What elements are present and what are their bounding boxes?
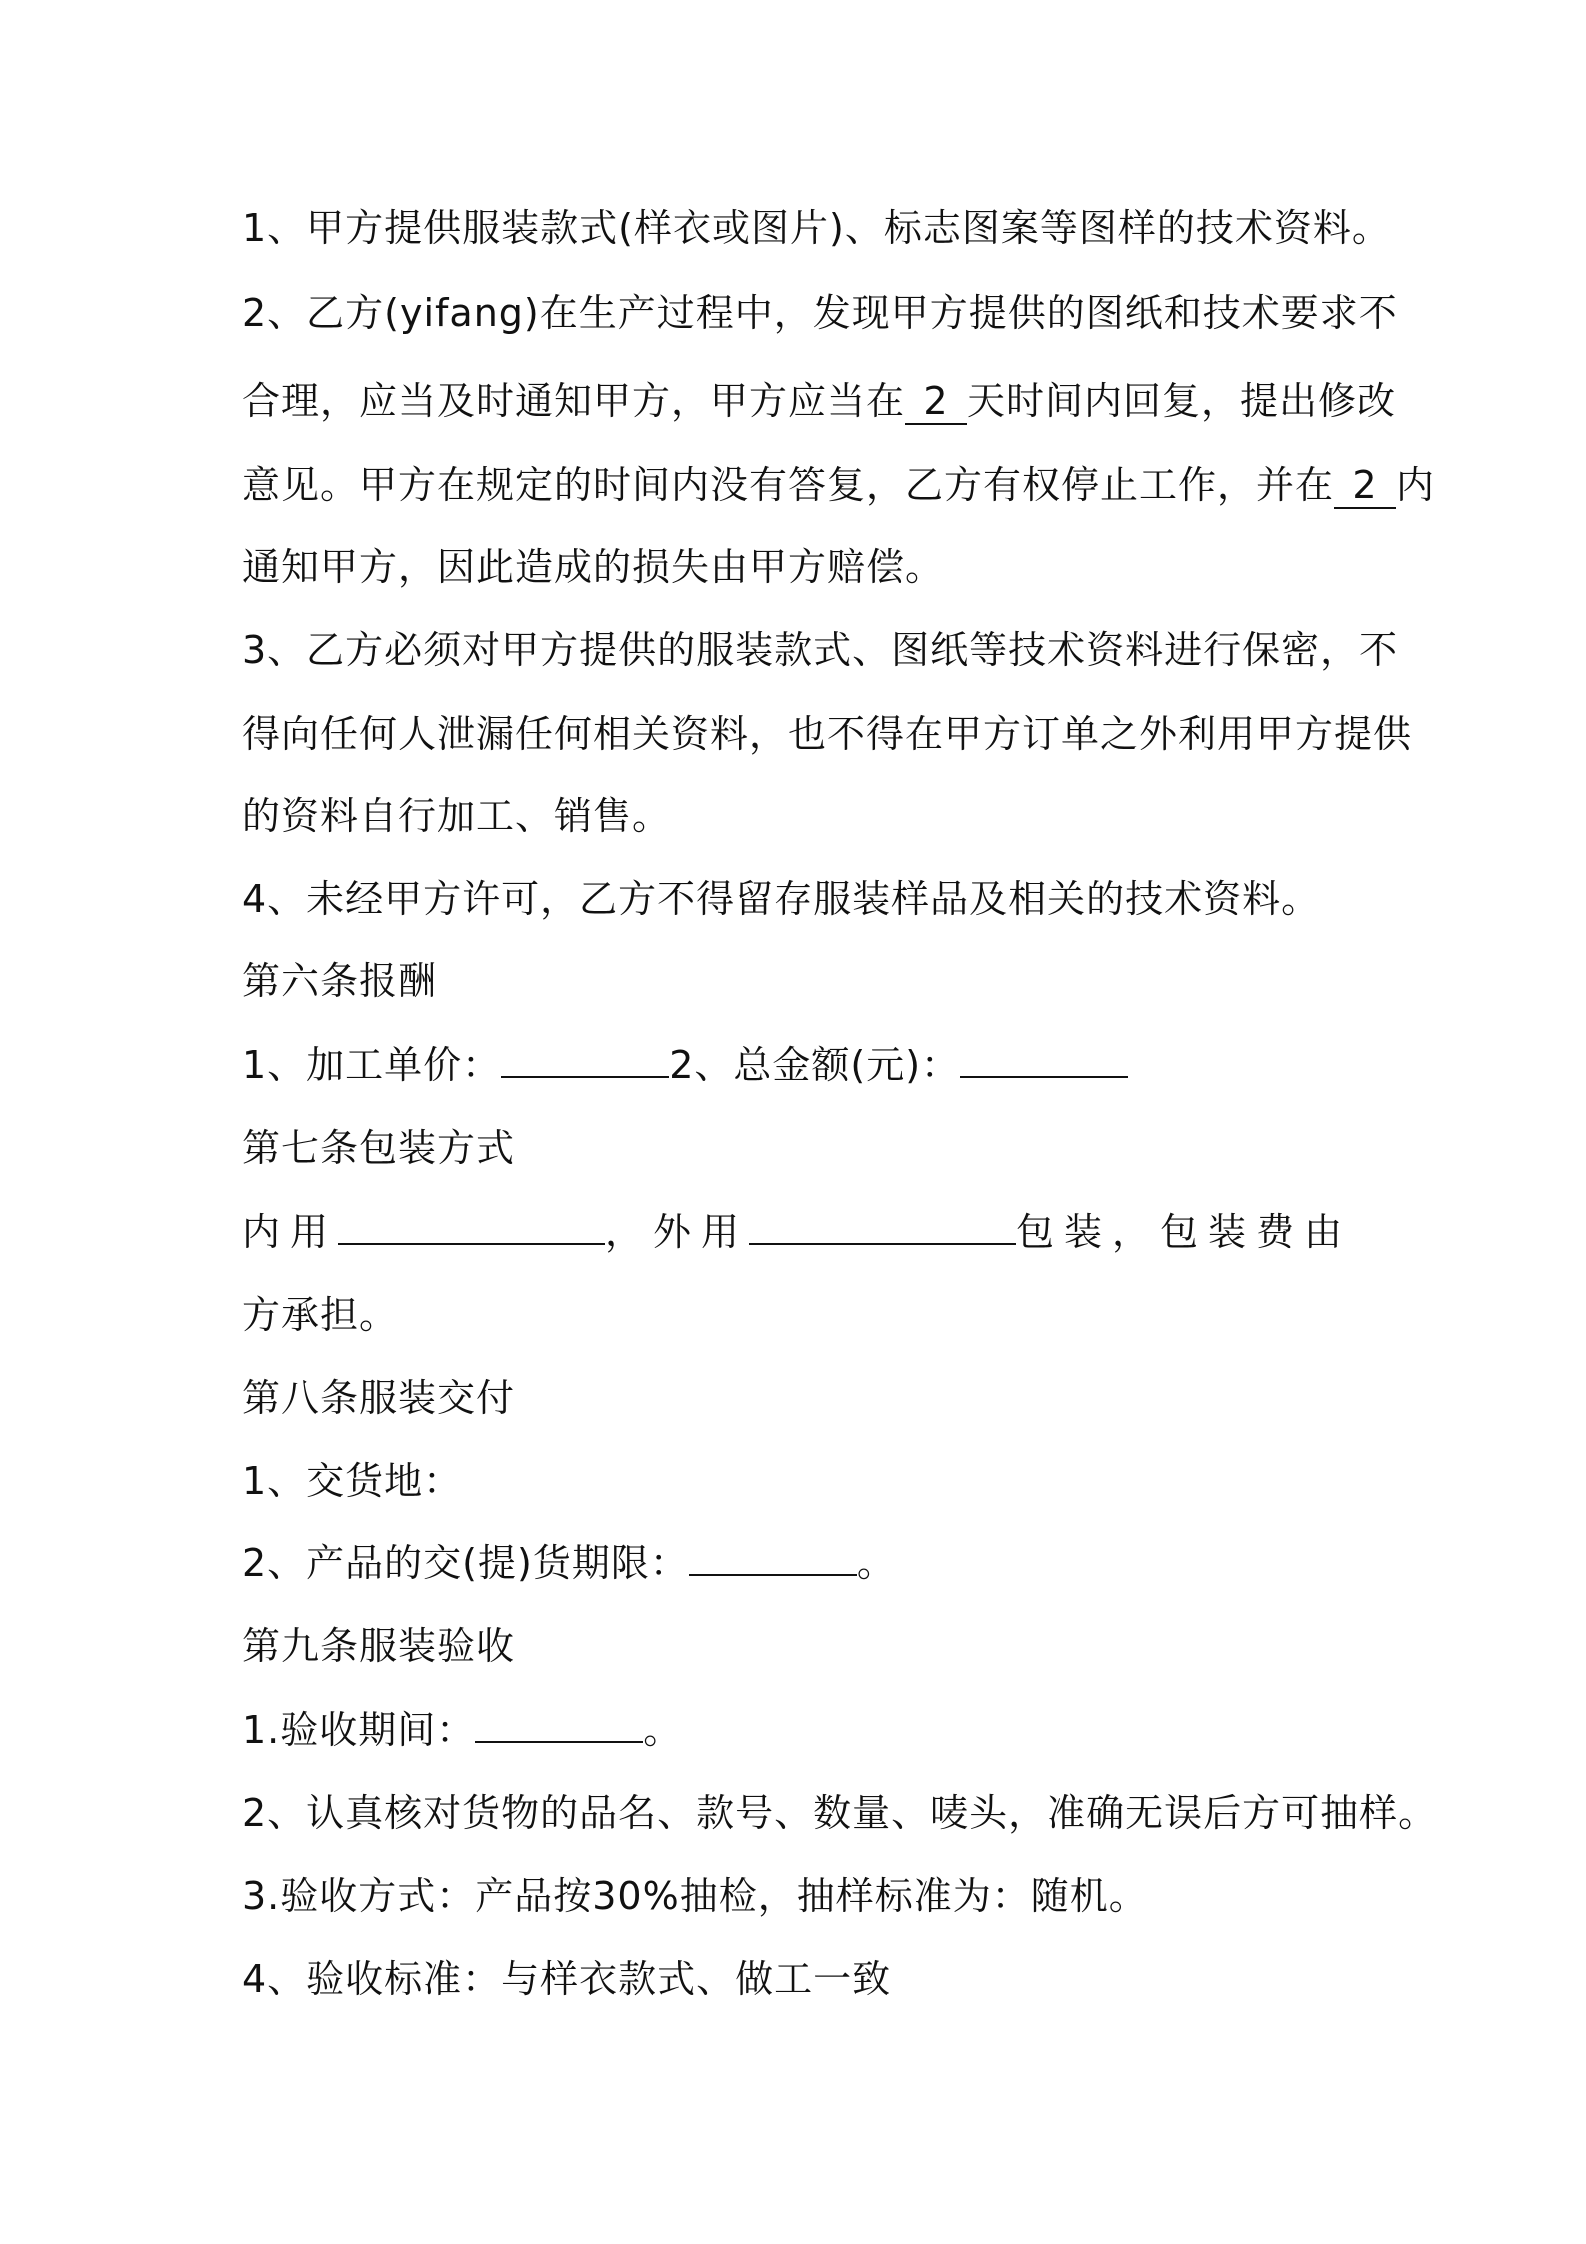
section-7-heading bbox=[242, 1123, 1362, 1173]
total-amount-label: 2、总金额(元)： bbox=[669, 1043, 961, 1087]
text-line: 的资料自行加工、销售。 bbox=[242, 794, 672, 838]
text-line: 2、乙方(yifang)在生产过程中，发现甲方提供的图纸和技术要求不 bbox=[242, 291, 1398, 335]
text-line: 方承担。 bbox=[242, 1293, 399, 1337]
text-line: 通知甲方，因此造成的损失由甲方赔偿。 bbox=[242, 545, 945, 589]
clause-2-text-line-3 bbox=[242, 460, 1436, 510]
text-line: 天时间内回复，提出修改 bbox=[967, 379, 1397, 423]
inspection-period-label: 1.验收期间： bbox=[242, 1708, 476, 1752]
text-line: 内 bbox=[1396, 463, 1436, 507]
reply-days-field[interactable]: 2 bbox=[905, 379, 967, 425]
clause-1-text bbox=[242, 203, 1391, 253]
text-line: 合理，应当及时通知甲方，甲方应当在 bbox=[242, 379, 906, 423]
period-end-mark: 。 bbox=[856, 1541, 896, 1585]
inner-pack-label: 内用 bbox=[242, 1210, 339, 1254]
text-line: 意见。甲方在规定的时间内没有答复，乙方有权停止工作，并在 bbox=[242, 463, 1335, 507]
notify-days-field[interactable]: 2 bbox=[1334, 463, 1396, 509]
period-end-mark: 。 bbox=[643, 1708, 683, 1752]
unit-price-field[interactable] bbox=[501, 1076, 669, 1078]
delivery-period-line bbox=[242, 1538, 1362, 1588]
text-line: 3、乙方必须对甲方提供的服装款式、图纸等技术资料进行保密，不 bbox=[242, 628, 1399, 672]
inspection-method-line bbox=[242, 1871, 1362, 1921]
packaging-line-2 bbox=[242, 1290, 1362, 1340]
total-amount-field[interactable] bbox=[960, 1076, 1128, 1078]
section-9-heading bbox=[242, 1621, 1362, 1671]
heading-text: 第八条服装交付 bbox=[242, 1376, 516, 1420]
packaging-line bbox=[242, 1207, 1362, 1257]
pack-fee-label: 包装，包装费由 bbox=[1015, 1210, 1352, 1254]
unit-price-label: 1、加工单价： bbox=[242, 1043, 502, 1087]
clause-3-text-line-2 bbox=[242, 709, 1413, 759]
text-line: 得向任何人泄漏任何相关资料，也不得在甲方订单之外利用甲方提供 bbox=[242, 712, 1413, 756]
delivery-period-label: 2、产品的交(提)货期限： bbox=[242, 1541, 689, 1585]
clause-2-text-line-2 bbox=[242, 376, 1397, 426]
heading-text: 第九条服装验收 bbox=[242, 1624, 516, 1668]
payment-line bbox=[242, 1040, 1362, 1090]
inspection-period-field[interactable] bbox=[475, 1741, 643, 1743]
text-line: 2、认真核对货物的品名、款号、数量、唛头，准确无误后方可抽样。 bbox=[242, 1791, 1438, 1835]
text-line: 4、验收标准：与样衣款式、做工一致 bbox=[242, 1957, 892, 2001]
heading-text: 第六条报酬 bbox=[242, 959, 438, 1003]
delivery-place-line bbox=[242, 1456, 1362, 1506]
section-8-heading bbox=[242, 1373, 1362, 1423]
text-line: 3.验收方式：产品按30%抽检，抽样标准为：随机。 bbox=[242, 1874, 1148, 1918]
delivery-place-label: 1、交货地： bbox=[242, 1459, 463, 1503]
clause-2-text-line-1 bbox=[242, 288, 1398, 338]
outer-pack-field[interactable] bbox=[749, 1243, 1016, 1245]
inspection-check-line bbox=[242, 1788, 1438, 1838]
clause-2-text-line-4 bbox=[242, 542, 1362, 592]
clause-4-text bbox=[242, 874, 1362, 924]
heading-text: 第七条包装方式 bbox=[242, 1126, 516, 1170]
inspection-standard-line bbox=[242, 1954, 1362, 2004]
clause-3-text-line-1 bbox=[242, 625, 1399, 675]
clause-3-text-line-3 bbox=[242, 791, 1362, 841]
outer-pack-label: ，外用 bbox=[604, 1210, 749, 1254]
text-line: 1、甲方提供服装款式(样衣或图片)、标志图案等图样的技术资料。 bbox=[242, 206, 1391, 250]
text-line: 4、未经甲方许可，乙方不得留存服装样品及相关的技术资料。 bbox=[242, 877, 1321, 921]
inspection-period-line bbox=[242, 1705, 1362, 1755]
section-6-heading bbox=[242, 956, 1362, 1006]
inner-pack-field[interactable] bbox=[338, 1243, 605, 1245]
delivery-period-field[interactable] bbox=[689, 1574, 857, 1576]
packaging-row bbox=[242, 1207, 1352, 1257]
